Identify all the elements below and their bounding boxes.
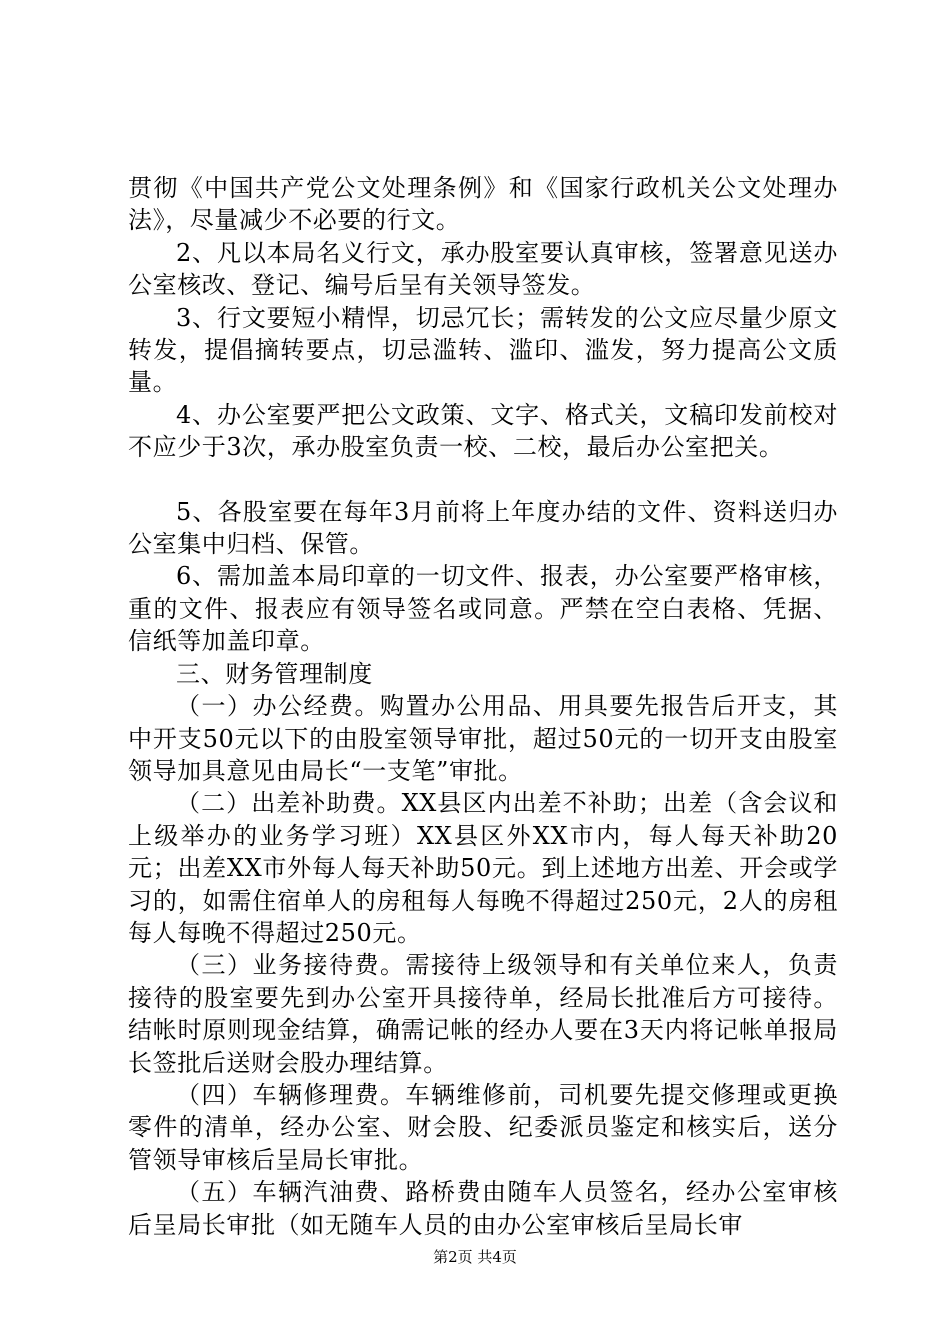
paragraph-office-expenses: （一）办公经费。购置办公用品、用具要先报告后开支，其中开支50元以下的由股室领导审批，超过50元的一切开支由股室领导加具意见由局长“一支笔”审批。 bbox=[128, 692, 838, 785]
paragraph-item-4: 4、办公室要严把公文政策、文字、格式关，文稿印发前校对不应少于3次，承办股室负责一校、二校，最后办公室把关。 bbox=[128, 400, 838, 462]
document-body bbox=[128, 172, 838, 1241]
paragraph-continuation: 贯彻《中国共产党公文处理条例》和《国家行政机关公文处理办法》，尽量减少不必要的行文。 bbox=[128, 174, 838, 235]
paragraph-item-5: 5、各股室要在每年3月前将上年度办结的文件、资料送归办公室集中归档、保管。 bbox=[128, 497, 838, 559]
section-heading-finance: 三、财务管理制度 bbox=[176, 659, 373, 688]
paragraph-vehicle-repair: （四）车辆修理费。车辆维修前，司机要先提交修理或更换零件的清单，经办公室、财会股、纪委派员鉴定和核实后，送分管领导审核后呈局长审批。 bbox=[128, 1080, 838, 1174]
page-number-footer: 第2页 共4页 bbox=[433, 1248, 517, 1266]
paragraph-travel-allowance: （二）出差补助费。XX县区内出差不补助；出差（含会议和上级举办的业务学习班）XX县区外XX市内，每人每天补助20元；出差XX市外每人每天补助50元。到上述地方出差、开会或学习的，如需住宿单人的房租每人每晚不得超过250元，2人的房租每人每晚不得超过250元。 bbox=[128, 789, 838, 947]
paragraph-fuel-toll: （五）车辆汽油费、路桥费由随车人员签名，经办公室审核后呈局长审批（如无随车人员的由办公室审核后呈局长审 bbox=[128, 1178, 838, 1239]
paragraph-item-3: 3、行文要短小精悍，切忌冗长；需转发的公文应尽量少原文转发，提倡摘转要点，切忌滥转、滥印、滥发，努力提高公文质量。 bbox=[128, 303, 838, 397]
paragraph-reception-expenses: （三）业务接待费。需接待上级领导和有关单位来人，负责接待的股室要先到办公室开具接待单，经局长批准后方可接待。结帐时原则现金结算，确需记帐的经办人要在3天内将记帐单报局长签批后送财会股办理结算。 bbox=[128, 951, 838, 1077]
paragraph-item-2: 2、凡以本局名义行文，承办股室要认真审核，签署意见送办公室核改、登记、编号后呈有关领导签发。 bbox=[128, 238, 838, 300]
paragraph-item-6: 6、需加盖本局印章的一切文件、报表，办公室要严格审核，重的文件、报表应有领导签名或同意。严禁在空白表格、凭据、信纸等加盖印章。 bbox=[128, 562, 838, 656]
